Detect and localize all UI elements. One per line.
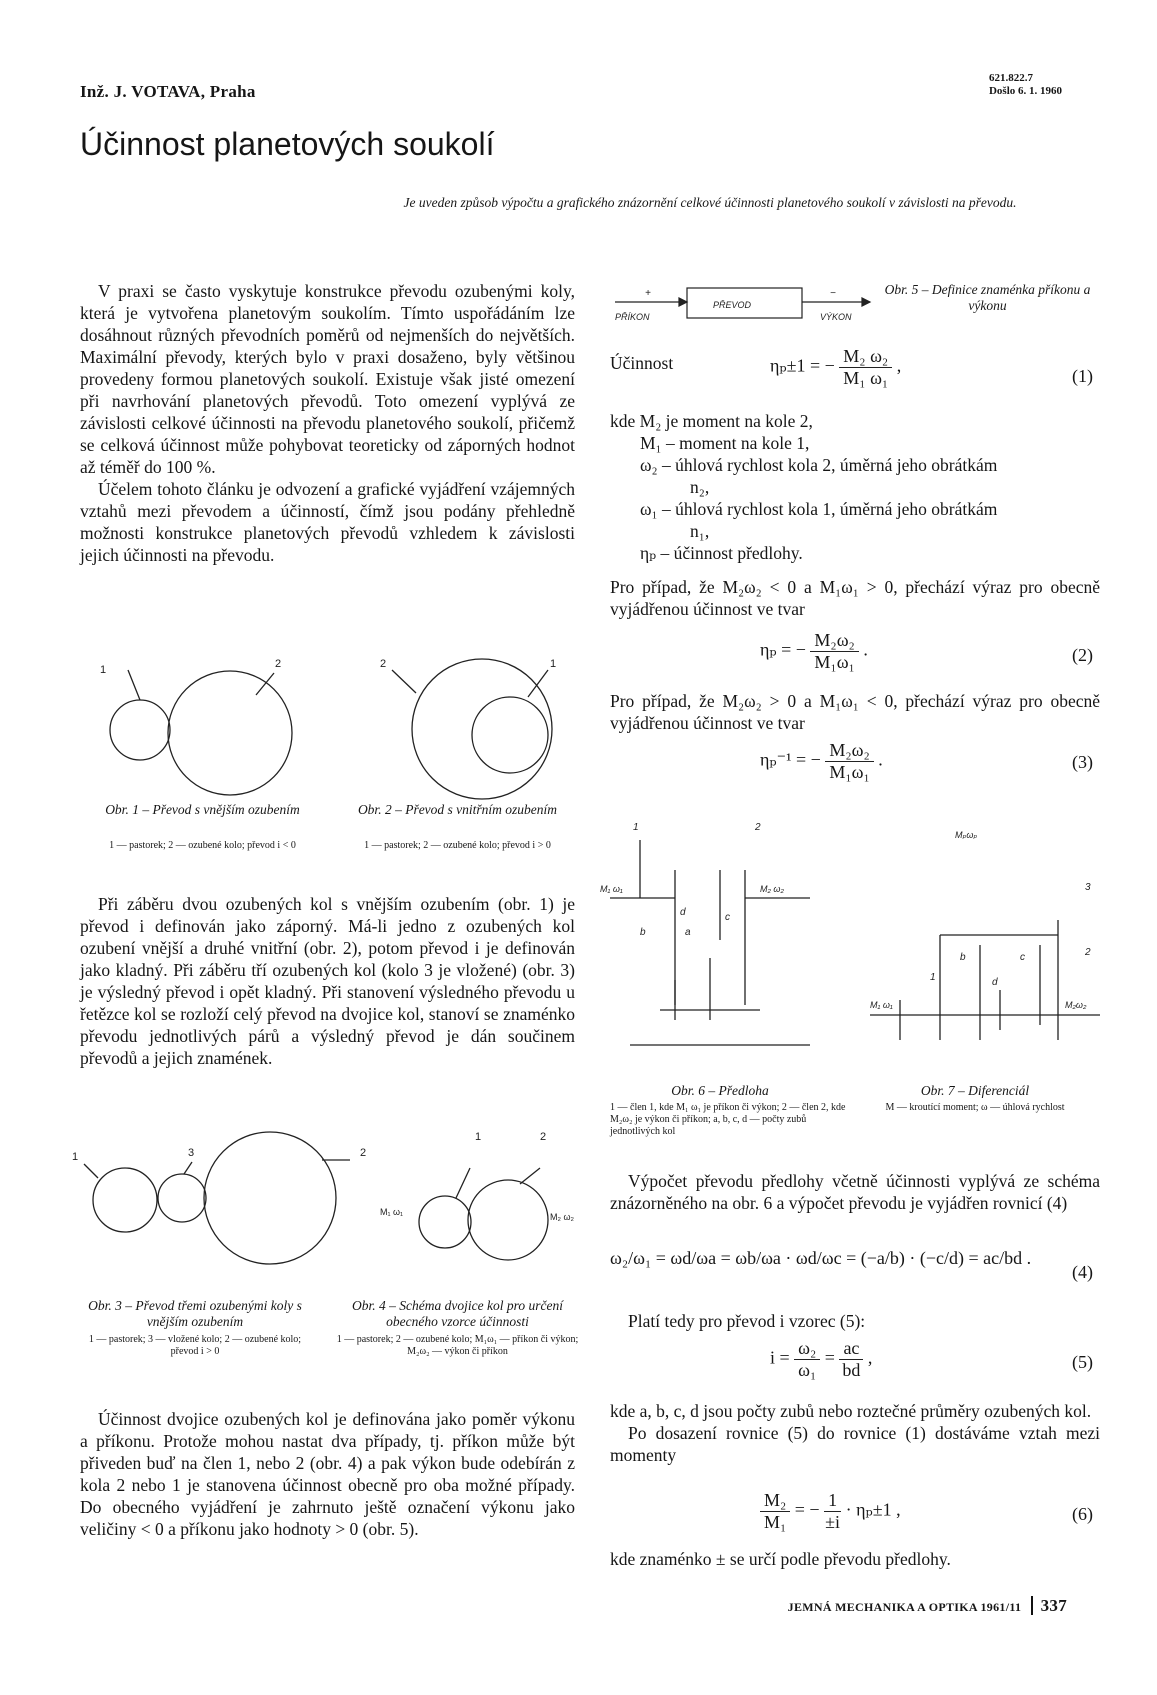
left-text-middle xyxy=(80,893,575,1069)
paragraph-purpose: Účelem tohoto článku je odvození a grafické vyjádření vzájemných vztahů mezi převodem a účinností, čímž jsou podány přehledně možnosti konstrukce planetových převodů vzhledem k závislosti jejich účinnosti na převodu. xyxy=(80,479,575,565)
equation-1 xyxy=(770,346,901,389)
equation-4: ω₂/ω₁ = ωd/ωa = ωb/ωa · ωd/ωc = (−a/b) · (−c/d) = ac/bd . xyxy=(610,1248,1032,1268)
fig1-caption: Obr. 1 – Převod s vnějším ozubením xyxy=(105,802,300,817)
eq1-numerator: M₂ ω₂ xyxy=(839,346,892,368)
computation-text xyxy=(610,1170,1100,1214)
fig7-label-3: 3 xyxy=(1085,882,1091,893)
paragraph-computation: Výpočet převodu předlohy včetně účinnosti vyplývá ze schéma znázorněného na obr. 6 a výpočet převodu je vyjádřen rovnicí (4) xyxy=(610,1171,1100,1213)
eq6-mid: = − xyxy=(794,1499,820,1520)
fig7-label-1: 1 xyxy=(930,972,936,983)
fig7-label-mpwp: Mₚωₚ xyxy=(955,830,978,840)
fig2-label-2: 2 xyxy=(380,658,387,670)
fig7-label-2: 2 xyxy=(1085,947,1091,958)
eq6-tail: · ηₚ±1 , xyxy=(845,1499,901,1520)
definitions xyxy=(610,410,1100,564)
fig7-legend: M — kroutící moment; ω — úhlová rychlost xyxy=(885,1102,1065,1113)
fig5-vykon: VÝKON xyxy=(820,312,852,322)
fig7-caption: Obr. 7 – Diferenciál xyxy=(920,1083,1030,1098)
eq1-lhs: ηₚ±1 = − xyxy=(770,355,835,376)
svg-text:+: + xyxy=(645,288,651,299)
fig7-label-b: b xyxy=(960,952,966,963)
page-number: 337 xyxy=(1031,1596,1067,1615)
eq4-number: (4) xyxy=(1072,1262,1093,1282)
eq3-lhs: ηₚ⁻¹ = − xyxy=(760,749,821,770)
eq5-mid: = xyxy=(824,1347,835,1368)
paragraph-sign: Při záběru dvou ozubených kol s vnějším ozubením (obr. 1) je převod i definován jako záporný. Má-li jedno z ozubených kol ozubení vnější a druhé vnitřní (obr. 2), potom převod i je definován jako kladný. Při záběru tří ozubených kol (kolo 3 je vložené) (obr. 3) je výsledný převod i opět kladný. Při stanovení výsledného převodu u řetězce kol se rozloží celý převod na dvojice kol, stanoví se znaménko převodu jednotlivých párů a výsledný převod je dán součinem převodů a jejich znamének. xyxy=(80,894,575,1068)
fig1-label-1: 1 xyxy=(100,664,107,676)
eq2-tail: . xyxy=(863,639,868,660)
case-1-text: Pro případ, že M₂ω₂ < 0 a M₁ω₁ > 0, přechází výraz pro obecně vyjádřenou účinnost ve tvar xyxy=(610,577,1100,619)
udc-number: 621.822.7 xyxy=(988,72,1033,84)
fig4-pinion xyxy=(419,1196,471,1248)
fig1-gear xyxy=(168,671,292,795)
equation-5 xyxy=(770,1338,872,1381)
eq3-numerator: M₂ω₂ xyxy=(825,740,873,762)
case-2-text: Pro případ, že M₂ω₂ > 0 a M₁ω₁ < 0, přechází výraz pro obecně vyjádřenou účinnost ve tvar xyxy=(610,691,1100,733)
equation-2 xyxy=(760,630,868,673)
equation-3 xyxy=(760,740,883,783)
fig6-label-m1w1: M₁ ω₁ xyxy=(600,884,623,894)
fig7-label-m1w1: M₁ ω₁ xyxy=(870,1000,893,1010)
fig5-caption: Obr. 5 – Definice znaménka příkonu a výkonu xyxy=(884,282,1091,313)
fig4-label-m1w1: M₁ ω₁ xyxy=(380,1207,404,1217)
abstract: Je uveden způsob výpočtu a grafického znázornění celkové účinnosti planetového soukolí v závislosti na převodu. xyxy=(403,195,1017,210)
def-m1: M₁ – moment na kole 1, xyxy=(640,433,810,453)
eq1-tail: , xyxy=(896,355,902,376)
fig1-legend: 1 — pastorek; 2 — ozubené kolo; převod i < 0 xyxy=(109,840,296,851)
eq2-number: (2) xyxy=(1072,645,1093,665)
plati-text xyxy=(610,1310,1100,1332)
paragraph-ratio: Platí tedy pro převod i vzorec (5): xyxy=(628,1311,866,1331)
eq5-denominator-1: ω₁ xyxy=(798,1360,817,1380)
fig7-label-c: c xyxy=(1020,952,1025,963)
fig3-label-2: 2 xyxy=(360,1147,367,1159)
eq5-lhs: i = xyxy=(770,1347,790,1368)
eq6-denominator-2: ±i xyxy=(825,1512,841,1532)
eq5-tail: , xyxy=(867,1347,873,1368)
eq1-denominator: M₁ ω₁ xyxy=(843,368,889,388)
fig4-label-m2w2: M₂ ω₂ xyxy=(550,1212,575,1222)
received-date: Došlo 6. 1. 1960 xyxy=(988,85,1062,97)
def-w1-cont: n₁, xyxy=(690,521,710,541)
fig6-caption: Obr. 6 – Předloha xyxy=(671,1083,769,1098)
fig4-label-1: 1 xyxy=(475,1131,482,1143)
paragraph-efficiency: Účinnost dvojice ozubených kol je definována jako poměr výkonu a příkonu. Protože mohou nastat dva případy, tj. příkon může být přiveden buď na člen 1, nebo 2 (obr. 4) a pak výkon bude odebírán z kola 2 nebo 1 je stanovena účinnost obecně pro oba možné případy. Do obecného vyjádření je zahrnuto ještě označení výkonu jako veličiny < 0 a příkonu jako hodnoty > 0 (obr. 5). xyxy=(80,1409,575,1539)
sign-note: kde znaménko ± se určí podle převodu předlohy. xyxy=(610,1549,951,1569)
eq1-number: (1) xyxy=(1072,366,1093,386)
fig7-label-d: d xyxy=(992,977,998,988)
fig3-gear xyxy=(204,1132,336,1264)
fig2-caption: Obr. 2 – Převod s vnitřním ozubením xyxy=(357,802,558,817)
paragraph-teeth: kde a, b, c, d jsou počty zubů nebo roztečné průměry ozubených kol. xyxy=(610,1401,1092,1421)
article-title: Účinnost planetových soukolí xyxy=(80,126,495,162)
conclusion-text xyxy=(610,1400,1100,1466)
eq3-denominator: M₁ω₁ xyxy=(829,762,870,782)
left-text-top xyxy=(80,280,575,566)
fig3-idler xyxy=(158,1174,206,1222)
eq5-number: (5) xyxy=(1072,1352,1093,1372)
paragraph-intro: V praxi se často vyskytuje konstrukce převodu ozubenými koly, která je vytvořena planetovým soukolím. Tímto uspořádáním lze dosáhnout různých převodních poměrů od nejmenších do největších. Maximální převody, kterých bylo v praxi dosaženo, byly většinou provedeny formou planetových soukolí. Existuje však jisté omezení při navrhování planetových převodů. Toto omezení vyplývá ze závislosti celkové účinnosti na převodu planetového soukolí, přičemž se celková účinnost může pohybovat teoreticky od záporných hodnot až téměř do 100 %. xyxy=(80,281,575,477)
fig3-pinion xyxy=(93,1168,157,1232)
eq2-denominator: M₁ω₁ xyxy=(814,652,855,672)
fig6-label-a: a xyxy=(685,927,691,938)
fig6-label-1: 1 xyxy=(633,822,639,833)
fig1-pinion xyxy=(110,700,170,760)
fig2-legend: 1 — pastorek; 2 — ozubené kolo; převod i > 0 xyxy=(364,840,551,851)
fig6-label-c: c xyxy=(725,912,730,923)
fig6-label-m2w2: M₂ ω₂ xyxy=(760,884,784,894)
fig3-label-1: 1 xyxy=(72,1151,79,1163)
fig2-gear xyxy=(412,659,552,799)
fig5-prikon: PŘÍKON xyxy=(615,312,650,322)
footer xyxy=(788,1596,1067,1616)
paragraph-substitution: Po dosazení rovnice (5) do rovnice (1) dostáváme vztah mezi momenty xyxy=(610,1423,1100,1465)
fig5-prevod: PŘEVOD xyxy=(713,300,752,310)
left-text-bottom xyxy=(80,1408,575,1540)
eq5-denominator-2: bd xyxy=(842,1360,861,1380)
fig4-label-2: 2 xyxy=(540,1131,547,1143)
equation-6 xyxy=(760,1490,901,1533)
eq6-number: (6) xyxy=(1072,1504,1093,1524)
label-ucinnost: Účinnost xyxy=(610,353,674,373)
def-w2-cont: n₂, xyxy=(690,477,710,497)
eq6-numerator-1: M₂ xyxy=(760,1490,790,1512)
fig2-pinion xyxy=(472,697,548,773)
fig2-label-1: 1 xyxy=(550,658,557,670)
fig6-label-d: d xyxy=(680,907,686,918)
def-eta: ηₚ – účinnost předlohy. xyxy=(640,543,803,563)
fig6-legend: 1 — člen 1, kde M₁ ω₁ je příkon či výkon; 2 — člen 2, kde M₂ω₂ je výkon či příkon; a, b, c, d — počty zubů jednotlivých kol xyxy=(610,1102,846,1137)
figure-1-2-drawing xyxy=(80,655,580,800)
eq6-denominator-1: M₁ xyxy=(764,1512,787,1532)
fig6-label-2: 2 xyxy=(755,822,761,833)
eq3-number: (3) xyxy=(1072,752,1093,772)
eq6-numerator-2: 1 xyxy=(824,1490,841,1512)
udc-code xyxy=(989,72,1062,98)
fig1-label-2: 2 xyxy=(275,658,282,670)
fig3-caption: Obr. 3 – Převod třemi ozubenými koly s vnějším ozubením xyxy=(88,1298,302,1329)
fig3-legend: 1 — pastorek; 3 — vložené kolo; 2 — ozubené kolo; převod i > 0 xyxy=(88,1334,302,1357)
fig7-label-m2w2: M₂ω₂ xyxy=(1065,1000,1087,1010)
eq3-tail: . xyxy=(878,749,883,770)
author: Inž. J. VOTAVA, Praha xyxy=(80,82,256,101)
def-w2: ω₂ – úhlová rychlost kola 2, úměrná jeho obrátkám xyxy=(640,455,998,475)
eq5-numerator-1: ω₂ xyxy=(794,1338,820,1360)
eq2-lhs: ηₚ = − xyxy=(760,639,806,660)
svg-text:−: − xyxy=(830,288,836,299)
fig3-label-3: 3 xyxy=(188,1147,195,1159)
figure-5-drawing xyxy=(605,278,885,333)
fig6-label-b: b xyxy=(640,927,646,938)
journal-name: JEMNÁ MECHANIKA A OPTIKA 1961/11 xyxy=(787,1600,1022,1614)
eq5-numerator-2: ac xyxy=(839,1338,863,1360)
fig4-legend: 1 — pastorek; 2 — ozubené kolo; M₁ω₁ — příkon či výkon; M₂ω₂ — výkon či příkon xyxy=(336,1334,579,1357)
fig4-gear xyxy=(468,1180,548,1260)
def-w1: ω₁ – úhlová rychlost kola 1, úměrná jeho obrátkám xyxy=(640,499,998,519)
eq2-numerator: M₂ω₂ xyxy=(810,630,858,652)
def-m2: kde M₂ je moment na kole 2, xyxy=(610,411,813,431)
figure-6-7-drawing xyxy=(600,810,1100,1080)
fig4-caption: Obr. 4 – Schéma dvojice kol pro určení obecného vzorce účinnosti xyxy=(352,1298,563,1329)
figure-3-4-drawing xyxy=(60,1120,580,1300)
